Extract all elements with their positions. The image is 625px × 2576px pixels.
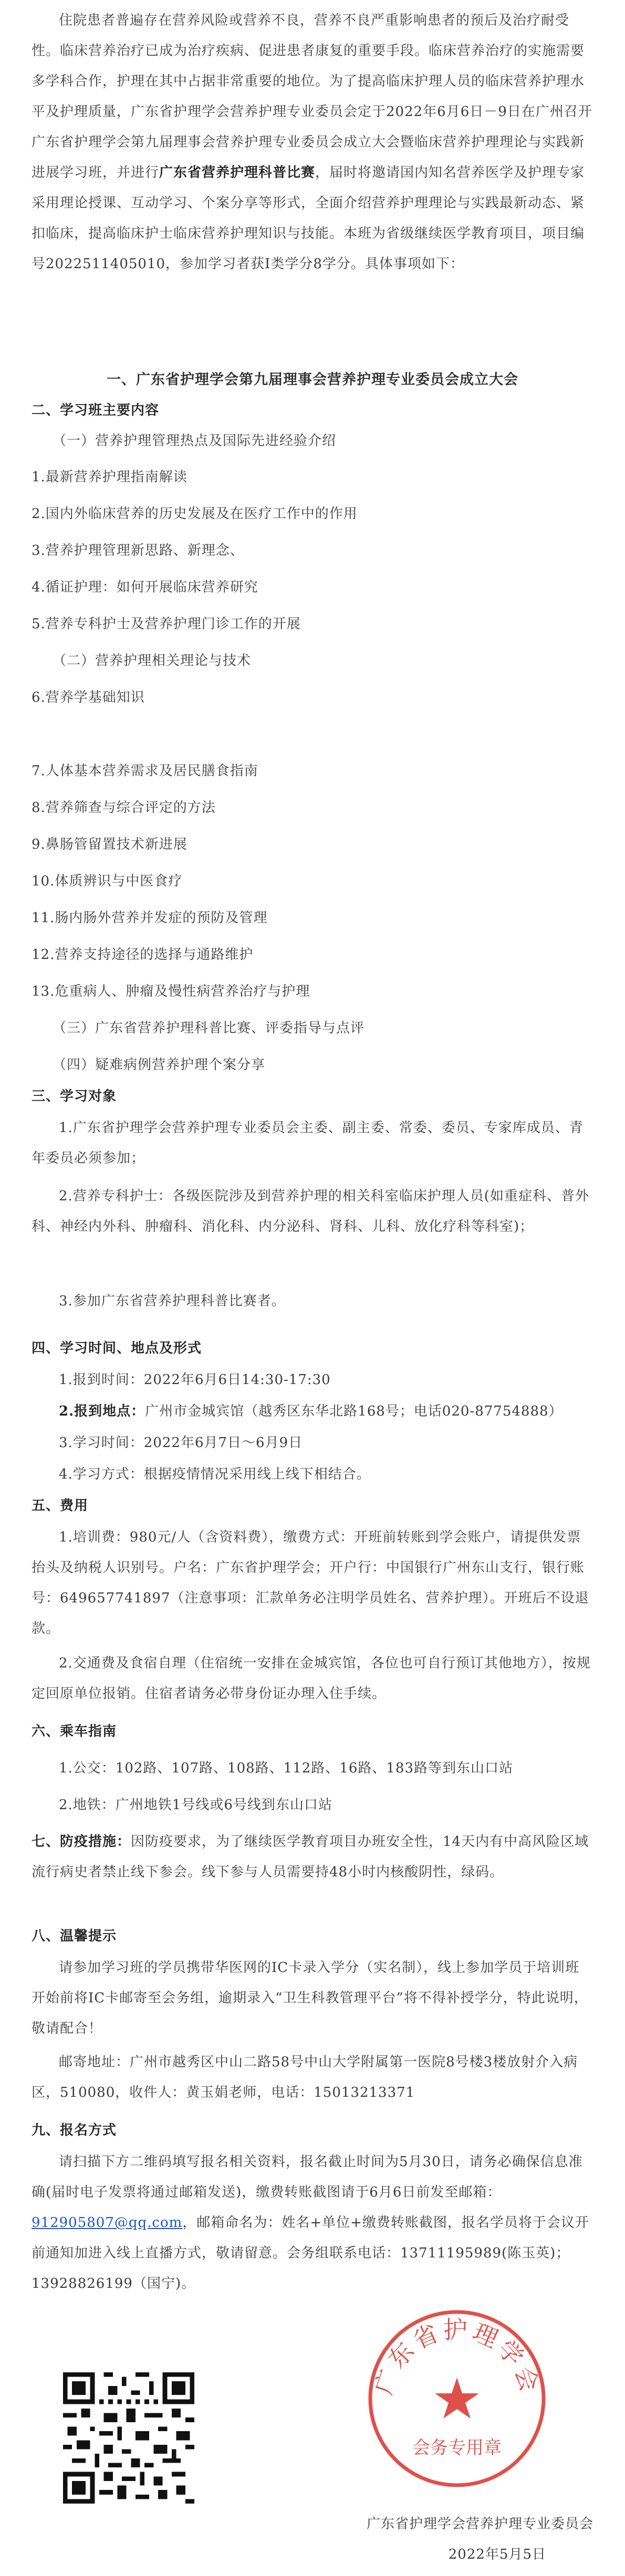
section2-heading: 二、学习班主要内容	[32, 403, 160, 418]
section2-part2: （二）营养护理相关理论与技术	[53, 653, 252, 669]
section4-item3: 3.学习时间：2022年6月7日～6月9日	[59, 1435, 303, 1451]
checkin-place-text: 广州市金城宾馆（越秀区东华北路168号；电话020-87754888）	[145, 1403, 563, 1419]
section8-heading: 八、温馨提示	[32, 1928, 117, 1944]
section6-item2: 2.地铁：广州地铁1号线或6号线到东山口站	[59, 1797, 332, 1813]
list-item: 13.危重病人、肿瘤及慢性病营养治疗与护理	[32, 984, 310, 999]
section1-title: 一、广东省护理学会第九届理事会营养护理专业委员会成立大会	[107, 372, 518, 388]
list-item: 11.肠内肠外营养并发症的预防及管理	[32, 910, 268, 926]
section6-heading: 六、乘车指南	[32, 1724, 117, 1739]
section2-part4: （四）疑难病例营养护理个案分享	[53, 1057, 266, 1073]
svg-text:广东省护理学会: 广东省护理学会	[369, 2316, 545, 2398]
list-item: 7.人体基本营养需求及居民膳食指南	[32, 763, 258, 779]
list-item: 6.营养学基础知识	[32, 690, 145, 705]
section9-text-a: 请扫描下方二维码填写报名相关资料，报名截止时间为5月30日，请务必确保信息准确(届时电子发票将通过邮箱发送)，缴费转账截图请于6月6日前发至邮箱：	[32, 2154, 583, 2200]
intro-tail-text: ，届时将邀请国内知名营养医学及护理专家采用理论授课、互动学习、个案分享等形式，全面介绍营养护理理论与实践最新动态、紧扣临床，提高临床护士临床营养护理知识与技能。本班为省级继续医学教育项目，项目编号2022511405010，参加学习者获Ⅰ类学分8学分。具体事项如下：	[32, 165, 585, 272]
list-item: 12.营养支持途径的选择与通路维护	[32, 947, 254, 963]
list-item: 3.营养护理管理新思路、新理念、	[32, 543, 244, 558]
section9-heading: 九、报名方式	[32, 2123, 117, 2138]
section3-item3: 3.参加广东省营养护理科普比赛者。	[59, 1293, 286, 1309]
section7	[32, 1827, 593, 1887]
section4-heading: 四、学习时间、地点及形式	[32, 1340, 202, 1356]
signature-date: 2022年5月5日	[448, 2547, 546, 2562]
intro-bold-text: 广东省营养护理科普比赛	[159, 165, 316, 181]
list-item: 1.最新营养护理指南解读	[32, 469, 188, 485]
section3-item1: 1.广东省护理学会营养护理专业委员会主委、副主委、常委、委员、专家库成员、青年委员必须参加；	[32, 1120, 584, 1166]
section2-part3: （三）广东省营养护理科普比赛、评委指导与点评	[53, 1020, 365, 1036]
official-seal	[362, 2304, 551, 2493]
list-item: 5.营养专科护士及营养护理门诊工作的开展	[32, 616, 301, 632]
section7-heading: 七、防疫措施：	[32, 1834, 131, 1850]
list-item: 10.体质辨识与中医食疗	[32, 873, 183, 889]
registration-qr-code[interactable]	[63, 2372, 194, 2504]
section8-p2: 邮寄地址：广州市越秀区中山二路58号中山大学附属第一医院8号楼3楼放射介入病区，510080，收件人：黄玉娟老师，电话：15013213371	[32, 2054, 578, 2100]
list-item: 8.营养筛查与综合评定的方法	[32, 800, 216, 816]
section8-p1: 请参加学习班的学员携带华医网的IC卡录入学分（实名制），线上参加学员于培训班开始前将IC卡邮寄至会务组，逾期录入“卫生科教管理平台”将不得补授学分，特此说明，敬请配合！	[32, 1960, 588, 2036]
section6-item1: 1.公交：102路、107路、108路、112路、16路、183路等到东山口站	[59, 1760, 514, 1776]
svg-text:会务专用章: 会务专用章	[412, 2437, 502, 2458]
section9-text-b: ，邮箱命名为：姓名+单位+缴费转账截图，报名学员将于会议开前通知加进入线上直播方式，敬请留意。会务组联系电话：13711195989(陈玉英)；13928826199（国宁)。	[32, 2215, 589, 2292]
list-item: 2.国内外临床营养的历史发展及在医疗工作中的作用	[32, 506, 358, 522]
list-item: 9.鼻肠管留置技术新进展	[32, 837, 188, 852]
section7-text: 因防疫要求，为了继续医学教育项目办班安全性，14天内有中高风险区域流行病史者禁止线下参会。线下参与人员需要持48小时内核酸阴性，绿码。	[32, 1834, 589, 1880]
email-link[interactable]: 912905807@qq.com	[32, 2215, 183, 2231]
section5-item2: 2.交通费及食宿自理（住宿统一安排在金城宾馆，各位也可自行预订其他地方），按规定回原单位报销。住宿者请务必带身份证办理入住手续。	[32, 1655, 591, 1702]
intro-text: 住院患者普遍存在营养风险或营养不良，营养不良严重影响患者的预后及治疗耐受性。临床营养治疗已成为治疗疾病、促进患者康复的重要手段。临床营养治疗的实施需要多学科合作，护理在其中占据非常重要的地位。为了提高临床护理人员的临床营养护理水平及护理质量，广东省护理学会营养护理专业委员会定于2022年6月6日－9日在广州召开广东省护理学会第九届理事会营养护理专业委员会成立大会暨临床营养护理理论与实践新进展学习班，并进行	[32, 13, 592, 181]
section2-part1: （一）营养护理管理热点及国际先进经验介绍	[53, 433, 337, 449]
section4-item2	[32, 1396, 593, 1427]
list-item: 4.循证护理：如何开展临床营养研究	[32, 579, 258, 595]
section3-item2: 2.营养专科护士：各级医院涉及到营养护理的相关科室临床护理人员(如重症科、普外科、神经内外科、肿瘤科、消化科、内分泌科、肾科、儿科、放化疗科等科室)；	[32, 1188, 589, 1234]
signature-org: 广东省护理学会营养护理专业委员会	[366, 2516, 593, 2532]
checkin-place-label: 2.报到地点：	[59, 1403, 145, 1419]
section5-heading: 五、费用	[32, 1498, 89, 1514]
intro-paragraph	[32, 5, 593, 279]
section5-item1: 1.培训费：980元/人（含资料费），缴费方式：开班前转账到学会账户，请提供发票抬头及纳税人识别号。户名：广东省护理学会；开户行：中国银行广州东山支行，银行账号：649657741897（注意事项：汇款单务必注明学员姓名、营养护理）。开班后不设退款。	[32, 1529, 589, 1637]
section4-item4: 4.学习方式：根据疫情情况采用线上线下相结合。	[59, 1466, 371, 1482]
section3-heading: 三、学习对象	[32, 1089, 117, 1104]
section4-item1: 1.报到时间：2022年6月6日14:30-17:30	[59, 1372, 331, 1388]
section9-p1	[32, 2147, 593, 2299]
